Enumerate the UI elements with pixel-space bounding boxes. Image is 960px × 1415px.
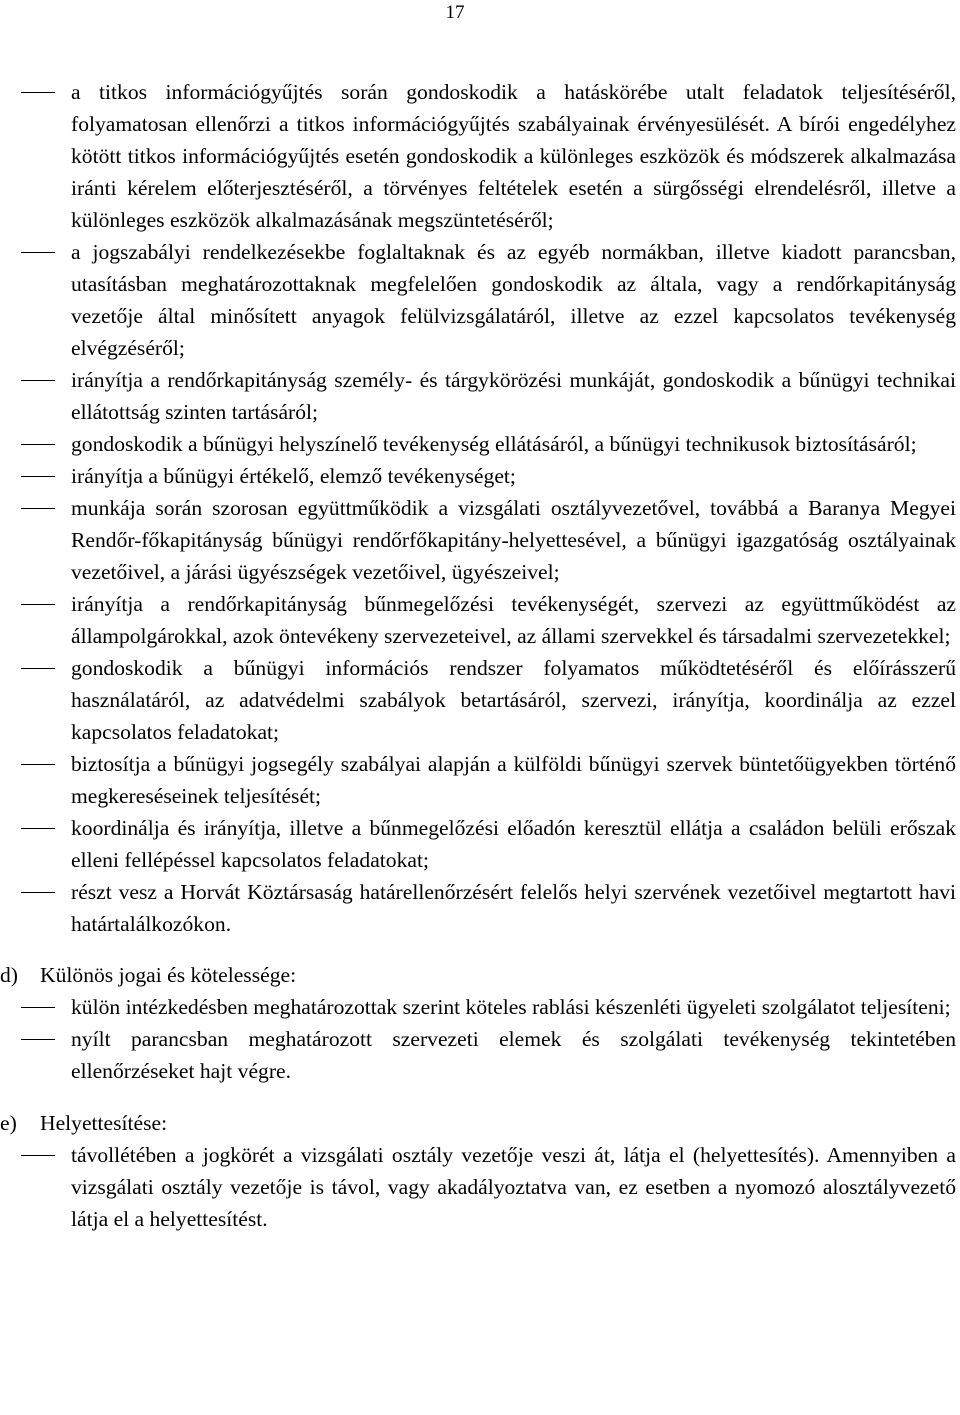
dash-bullet <box>21 892 55 893</box>
list-item-text: távollétében a jogkörét a vizsgálati osztály vezetője veszi át, látja el (helyettesítés). Amennyiben a vizsgálati osztály vezetője is távol, vagy akadályoztatva van, ez esetben a nyomozó alosztályvezető látja el a helyettesítést. <box>71 1143 956 1231</box>
list-item <box>0 1139 956 1235</box>
list-item-text: koordinálja és irányítja, illetve a bűnmegelőzési előadón keresztül ellátja a családon belüli erőszak elleni fellépéssel kapcsolatos feladatokat; <box>71 816 956 872</box>
dash-bullet <box>21 92 55 93</box>
section-d <box>0 959 956 1087</box>
list-item-text: biztosítja a bűnügyi jogsegély szabályai alapján a külföldi bűnügyi szervek büntetőügyekben történő megkereséseinek teljesítését; <box>71 752 956 808</box>
list-item-text: irányítja a rendőrkapitányság személy- és tárgykörözési munkáját, gondoskodik a bűnügyi technikai ellátottság szinten tartásáról; <box>71 368 956 424</box>
list-item <box>0 1023 956 1087</box>
list-item-text: részt vesz a Horvát Köztársaság határellenőrzésért felelős helyi szervének vezetőivel megtartott havi határtalálkozókon. <box>71 880 956 936</box>
list-item <box>0 812 956 876</box>
document-body <box>0 76 956 1235</box>
duty-list <box>0 76 956 940</box>
list-item-text: a titkos információgyűjtés során gondoskodik a hatáskörébe utalt feladatok teljesítéséről, folyamatosan ellenőrzi a titkos információgyűjtés szabályainak érvényesülését. A bírói engedélyhez kötött titkos információgyűjtés esetén gondoskodik a különleges eszközök és módszerek alkalmazása iránti kérelem előterjesztéséről, a törvényes feltételek esetén a sürgősségi elrendelésről, illetve a különleges eszközök alkalmazásának megszüntetéséről; <box>71 80 956 232</box>
list-item <box>0 364 956 428</box>
dash-bullet <box>21 252 55 253</box>
list-item <box>0 748 956 812</box>
list-item <box>0 428 956 460</box>
section-letter: e) <box>0 1111 17 1135</box>
list-item-text: gondoskodik a bűnügyi helyszínelő tevékenység ellátásáról, a bűnügyi technikusok biztosításáról; <box>71 432 917 456</box>
dash-bullet <box>21 1007 55 1008</box>
page-number: 17 <box>445 2 465 23</box>
list-item-text: irányítja a rendőrkapitányság bűnmegelőzési tevékenységét, szervezi az együttműködést az állampolgárokkal, azok öntevékeny szervezeteivel, az állami szervekkel és társadalmi szervezetekkel; <box>71 592 956 648</box>
dash-bullet <box>21 476 55 477</box>
dash-bullet <box>21 1039 55 1040</box>
section-e <box>0 1107 956 1235</box>
section-letter: d) <box>0 963 18 987</box>
list-item-text: munkája során szorosan együttműködik a vizsgálati osztályvezetővel, továbbá a Baranya Megyei Rendőr-főkapitányság bűnügyi rendőrfőkapitány-helyettesével, a bűnügyi igazgatóság osztályainak vezetőivel, a járási ügyészségek vezetőivel, ügyészeivel; <box>71 496 956 584</box>
list-item <box>0 76 956 236</box>
dash-bullet <box>21 1155 55 1156</box>
list-item-text: irányítja a bűnügyi értékelő, elemző tevékenységet; <box>71 464 516 488</box>
dash-bullet <box>21 668 55 669</box>
dash-bullet <box>21 380 55 381</box>
list-item-text: gondoskodik a bűnügyi információs rendszer folyamatos működtetéséről és előírásszerű használatáról, az adatvédelmi szabályok betartásáról, szervezi, irányítja, koordinálja az ezzel kapcsolatos feladatokat; <box>71 656 956 744</box>
dash-bullet <box>21 604 55 605</box>
list-item <box>0 876 956 940</box>
dash-bullet <box>21 764 55 765</box>
section-heading <box>0 1107 956 1139</box>
list-item-text: nyílt parancsban meghatározott szervezeti elemek és szolgálati tevékenység tekintetében ellenőrzéseket hajt végre. <box>71 1027 956 1083</box>
list-item-text: külön intézkedésben meghatározottak szerint köteles rablási készenléti ügyeleti szolgálatot teljesíteni; <box>71 995 951 1019</box>
list-item <box>0 460 956 492</box>
dash-bullet <box>21 828 55 829</box>
section-title: Különös jogai és kötelessége: <box>40 963 297 987</box>
dash-bullet <box>21 444 55 445</box>
list-item <box>0 236 956 364</box>
dash-bullet <box>21 508 55 509</box>
list-item <box>0 991 956 1023</box>
list-item <box>0 492 956 588</box>
list-item-text: a jogszabályi rendelkezésekbe foglaltaknak és az egyéb normákban, illetve kiadott parancsban, utasításban meghatározottaknak megfelelően gondoskodik az általa, vagy a rendőrkapitányság vezetője által minősített anyagok felülvizsgálatáról, illetve az ezzel kapcsolatos tevékenység elvégzéséről; <box>71 240 956 360</box>
list-item <box>0 652 956 748</box>
section-heading <box>0 959 956 991</box>
list-item <box>0 588 956 652</box>
section-title: Helyettesítése: <box>40 1111 168 1135</box>
